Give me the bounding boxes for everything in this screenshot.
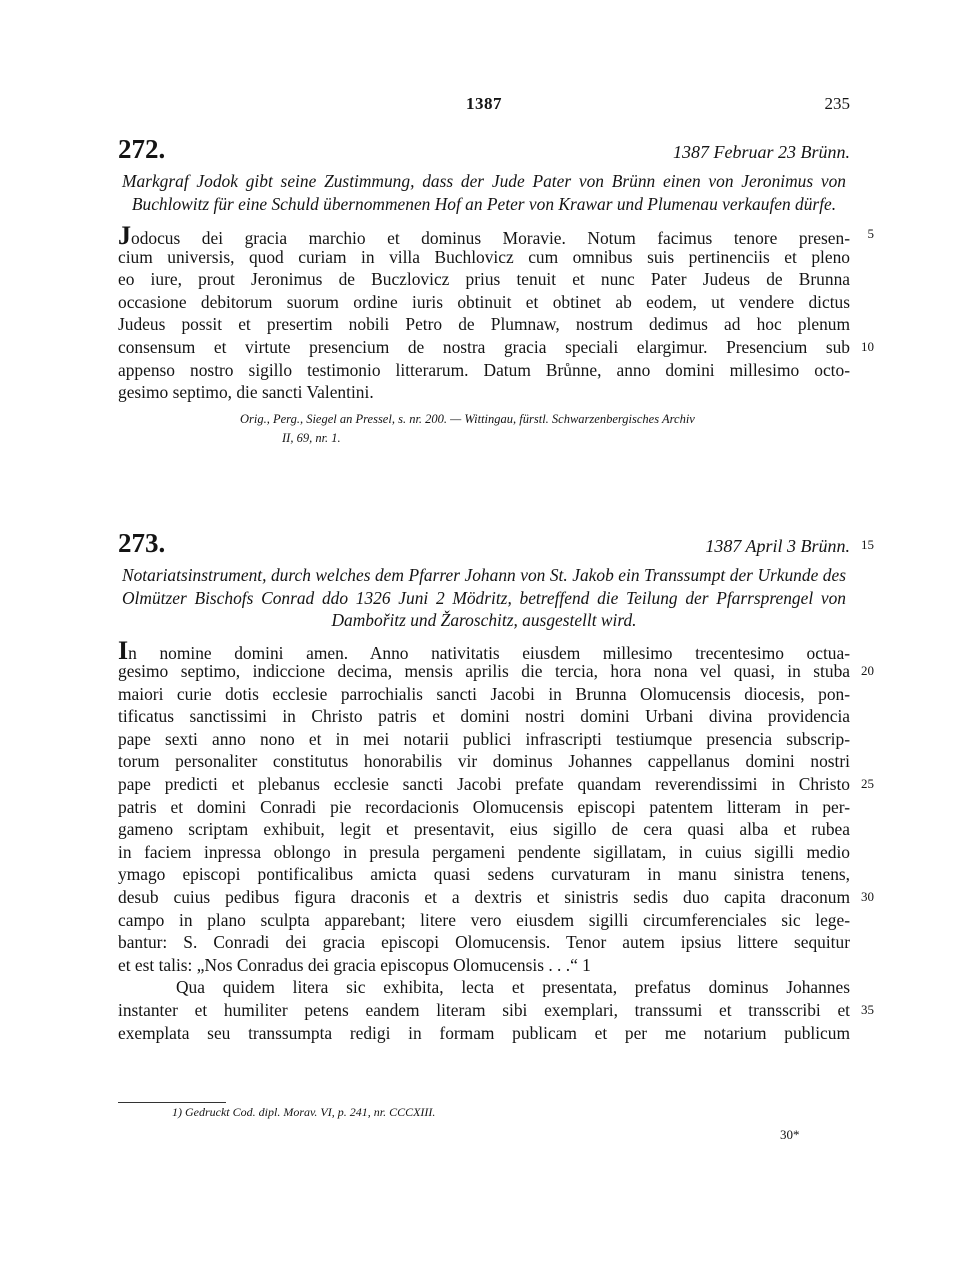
text-line: et est talis: „Nos Conradus dei gracia episcopus Olomucensis . . .“ 1 [118, 954, 591, 975]
initial-letter: J [118, 221, 131, 250]
text-line: desub cuius pedibus figura draconis et a dextris et sinistris sedis duo capita draconum 30 [118, 887, 874, 908]
entry-number: 273. [118, 528, 166, 558]
entry-date: 1387 April 3 Brünn. [705, 536, 850, 556]
text-line: maiori curie dotis ecclesie parrochialis sancti Jacobi in Brunna Olomucensis diocesis, pon- [118, 683, 850, 704]
line-number: 35 [861, 1002, 874, 1017]
line-number: 20 [861, 663, 874, 679]
text-line: instanter et humiliter petens eandem literam sibi exemplari, transsumi et transscribi et 35 [118, 1000, 874, 1020]
source-line: II, 69, nr. 1. [282, 430, 341, 445]
initial-letter: I [118, 635, 129, 665]
entry-heading [118, 134, 850, 170]
text-line: Jodocus dei gracia marchio et dominus Moravie. Notum facimus tenore presen- 5 [118, 221, 874, 250]
text-line: Judeus possit et presertim nobili Petro de Plumnaw, nostrum dedimus ad hoc plenum [118, 314, 850, 335]
line-number: 30 [861, 889, 874, 905]
line-number: 10 [861, 338, 874, 354]
text-line: in faciem inpressa oblongo in presula pergameni pendente sigillatam, in cuius sigilli medio [118, 841, 850, 862]
entry-273 [118, 528, 874, 1044]
footnote-divider [118, 1102, 226, 1103]
text-line: ymago episcopi pontificalibus amicta quasi sedens curvaturam in manu sinistra tenens, [118, 864, 850, 885]
text-line: exemplata seu transsumpta redigi in formam publicam et per me notarium publicum [118, 1022, 850, 1043]
signature-mark: 30* [780, 1127, 800, 1142]
text-line: consensum et virtute presencium de nostra gracia speciali elargimur. Presencium sub 10 [118, 336, 874, 357]
text-line: campo in plano sculpta apparebant; litere vero eiusdem sigilli circumferenciales sic lege- [118, 909, 850, 930]
source-line: Orig., Perg., Siegel an Pressel, s. nr. 200. — Wittingau, fürstl. Schwarzenbergisches Archiv [240, 411, 695, 426]
text-line: patris et domini Conradi pie recordacionis Olomucensis episcopi patentem litteram in per- [118, 796, 850, 817]
text-line: pape predicti et plebanus ecclesie sancti Jacobi prefate quandam reverendissimi in Christo 25 [118, 774, 874, 795]
entry-regest: Notariatsinstrument, durch welches dem Pfarrer Johann von St. Jakob ein Transsumpt der Urkunde des Olmützer Bischofs Conrad ddo 1326 Juni 2 Mödritz, betreffend die Teilung der Pfarrsprengel von Dambořitz und Žaroschitz, ausgestellt wird. [122, 565, 846, 630]
text-line: bantur: S. Conradi dei gracia episcopi Olomucensis. Tenor autem ipsius littere sequitur [118, 932, 850, 953]
text-line: gesimo septimo, die sancti Valentini. [118, 382, 374, 403]
text-line: gesimo septimo, indiccione decima, mensis aprilis die tercia, hora nona vel quasi, in stuba 20 [118, 661, 874, 682]
line-number: 25 [861, 776, 874, 792]
entry-date: 1387 Februar 23 Brünn. [673, 142, 850, 162]
entry-272 [118, 134, 874, 448]
text-line: cium universis, quod curiam in villa Buchlovicz cum omnibus suis pertinenciis et pleno [118, 246, 850, 267]
year-header: 1387 [466, 94, 502, 113]
text-line: torum personaliter constitutus honorabilis vir dominus Johannes cappellanus domini nostri [118, 751, 850, 772]
entry-heading [118, 528, 874, 564]
running-head [118, 94, 850, 118]
text-line: occasione debitorum suorum ordine iuris obtinuit et obtinet ab eodem, ut vendere dictus [118, 291, 850, 312]
text-line: tificatus sanctissimi in Christo patris et domini nostri domini Urbani divina providencia [118, 706, 850, 727]
page-number: 235 [824, 94, 850, 113]
text-line: appenso nostro sigillo testimonio litterarum. Datum Brůnne, anno domini millesimo octo- [118, 359, 850, 380]
source-note [118, 410, 850, 448]
text-line: eo iure, prout Jeronimus de Buczlovicz prius tenuit et nunc Pater Judeus de Brunna [118, 269, 850, 290]
line-number: 15 [861, 537, 874, 552]
entry-regest: Markgraf Jodok gibt seine Zustimmung, dass der Jude Pater von Brünn einen von Jeronimus von Buchlowitz für eine Schuld übernommenen Hof an Peter von Krawar und Plumenau verkaufen dürfe. [122, 171, 846, 214]
entry-number: 272. [118, 134, 166, 164]
footnote: 1) Gedruckt Cod. dipl. Morav. VI, p. 241, nr. CCCXIII. [172, 1105, 436, 1119]
line-number: 5 [867, 226, 874, 241]
text-line: In nomine domini amen. Anno nativitatis eiusdem millesimo trecentesimo octua- [118, 635, 850, 665]
text-line: gameno scriptam exhibuit, legit et presentavit, eius sigillo de cera quasi alba et rubea [118, 819, 850, 840]
text-line: pape sexti anno nono et in mei notarii publici infrascripti testiumque presencia subscrip- [118, 728, 850, 749]
text-line: Qua quidem litera sic exhibita, lecta et presentata, prefatus dominus Johannes [176, 977, 850, 998]
